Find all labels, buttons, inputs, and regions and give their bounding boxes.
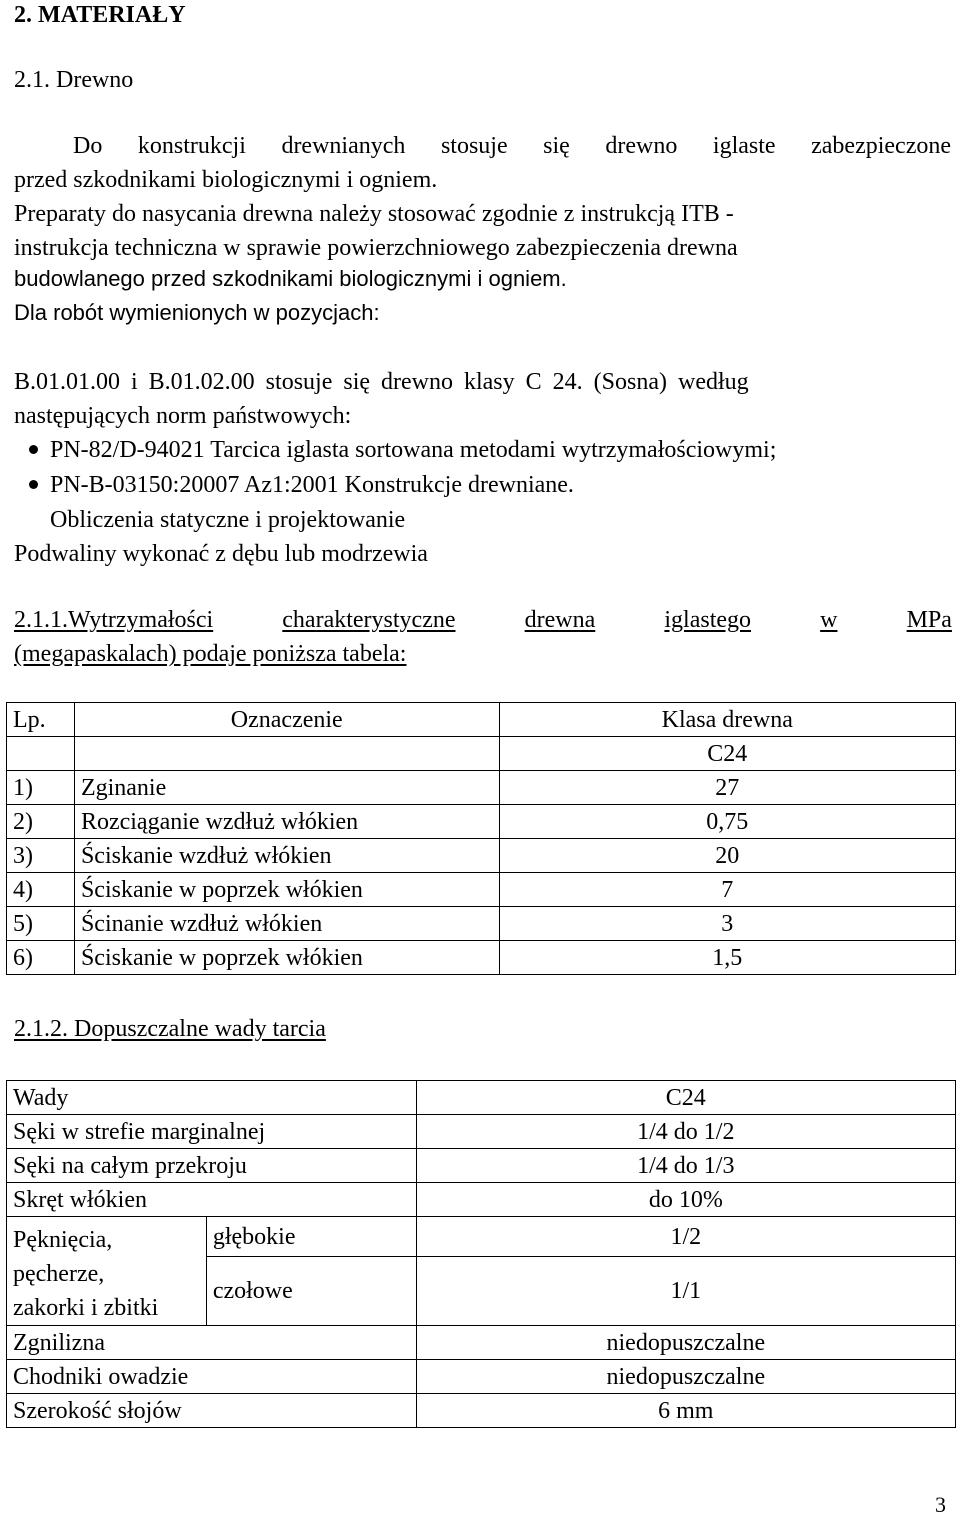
- row-name: Zgnilizna: [7, 1326, 417, 1360]
- row-lp: 4): [7, 873, 75, 907]
- row-name: Sęki na całym przekroju: [7, 1149, 417, 1183]
- header-lp: Lp.: [7, 703, 75, 737]
- intro-line-6: Dla robót wymienionych w pozycjach:: [14, 300, 380, 325]
- header-name: Oznaczenie: [74, 703, 499, 737]
- intro-line-4: instrukcja techniczna w sprawie powierzchniowego zabezpieczenia drewna: [14, 235, 738, 261]
- bullet-icon: [29, 445, 38, 454]
- intro-word: stosuje: [440, 133, 508, 159]
- row-name: Ściskanie w poprzek włókien: [74, 941, 499, 975]
- header-class: Klasa drewna: [499, 703, 955, 737]
- intro-word: iglaste: [712, 133, 776, 159]
- header-class-value: C24: [499, 737, 955, 771]
- intro-line-1: [73, 134, 951, 158]
- intro-word: drewno: [605, 133, 678, 159]
- section-heading-2-1-2: 2.1.2. Dopuszczalne wady tarcia: [14, 1016, 326, 1042]
- empty-cell: [74, 737, 499, 771]
- page-number: 3: [935, 1492, 946, 1517]
- heading-word: MPa: [906, 607, 952, 633]
- sub-value: 1/2: [416, 1217, 955, 1257]
- table-row: [7, 839, 956, 873]
- defects-table: [6, 1080, 956, 1428]
- row-value: 6 mm: [416, 1394, 955, 1428]
- row-value: niedopuszczalne: [416, 1326, 955, 1360]
- row-name: Sęki w strefie marginalnej: [7, 1115, 417, 1149]
- norm-item-2: PN-B-03150:20007 Az1:2001 Konstrukcje drewniane.: [50, 472, 574, 498]
- table-row: [7, 1360, 956, 1394]
- row-name: Chodniki owadzie: [7, 1360, 417, 1394]
- intro-line-5: budowlanego przed szkodnikami biologicznymi i ogniem.: [14, 266, 567, 291]
- heading-word: charakterystyczne: [282, 607, 456, 633]
- row-value: 1/4 do 1/2: [416, 1115, 955, 1149]
- row-value: 20: [499, 839, 955, 873]
- heading-word: 2.1.1.Wytrzymałości: [14, 607, 214, 633]
- row-name: Szerokość słojów: [7, 1394, 417, 1428]
- section-heading-2-1-1: [14, 608, 952, 632]
- table-row: [7, 771, 956, 805]
- table-row: [7, 1115, 956, 1149]
- intro-line-3: Preparaty do nasycania drewna należy stosować zgodnie z instrukcją ITB -: [14, 201, 734, 227]
- row-value: 3: [499, 907, 955, 941]
- row-value: do 10%: [416, 1183, 955, 1217]
- table-header-row: [7, 1081, 956, 1115]
- row-value: 1/4 do 1/3: [416, 1149, 955, 1183]
- heading-word: drewna: [524, 607, 596, 633]
- table-row: [7, 805, 956, 839]
- table-header-row: [7, 737, 956, 771]
- table-header-row: [7, 703, 956, 737]
- sub-name: czołowe: [206, 1257, 416, 1326]
- table-row: [7, 941, 956, 975]
- row-lp: 3): [7, 839, 75, 873]
- heading-word: w: [820, 607, 838, 633]
- intro-word: się: [543, 133, 570, 159]
- row-value: 27: [499, 771, 955, 805]
- sub-value: 1/1: [416, 1257, 955, 1326]
- table-row: [7, 907, 956, 941]
- table-row: [7, 1326, 956, 1360]
- positions-line-2: następujących norm państwowych:: [14, 403, 352, 429]
- row-name: Ściskanie w poprzek włókien: [74, 873, 499, 907]
- cracks-name-line: Pęknięcia,: [13, 1227, 113, 1253]
- cracks-name-cell: [7, 1217, 207, 1326]
- row-value: niedopuszczalne: [416, 1360, 955, 1394]
- row-value: 0,75: [499, 805, 955, 839]
- row-name: Skręt włókien: [7, 1183, 417, 1217]
- cracks-name-line: zakorki i zbitki: [13, 1295, 159, 1321]
- table-row: [7, 1394, 956, 1428]
- section-heading-2-1: 2.1. Drewno: [14, 67, 134, 93]
- cracks-name-line: pęcherze,: [13, 1261, 105, 1287]
- row-value: 7: [499, 873, 955, 907]
- row-lp: 1): [7, 771, 75, 805]
- bullet-icon: [29, 480, 38, 489]
- intro-word: Do: [73, 133, 103, 159]
- intro-word: drewnianych: [281, 133, 406, 159]
- header-defect: Wady: [7, 1081, 417, 1115]
- positions-line-3: Obliczenia statyczne i projektowanie: [50, 507, 406, 533]
- row-value: 1,5: [499, 941, 955, 975]
- row-lp: 5): [7, 907, 75, 941]
- row-name: Ściskanie wzdłuż włókien: [74, 839, 499, 873]
- intro-word: konstrukcji: [137, 133, 246, 159]
- intro-word: zabezpieczone: [811, 133, 951, 159]
- row-name: Ścinanie wzdłuż włókien: [74, 907, 499, 941]
- table-row: [7, 1183, 956, 1217]
- section-heading-2-1-1-cont: (megapaskalach) podaje poniższa tabela:: [14, 641, 407, 667]
- chapter-heading: 2. MATERIAŁY: [14, 2, 186, 28]
- positions-line-1: B.01.01.00 i B.01.02.00 stosuje się drewno klasy C 24. (Sosna) według: [14, 369, 749, 395]
- row-lp: 2): [7, 805, 75, 839]
- row-name: Rozciąganie wzdłuż włókien: [74, 805, 499, 839]
- sub-name: głębokie: [206, 1217, 416, 1257]
- empty-cell: [7, 737, 75, 771]
- table-row: [7, 1149, 956, 1183]
- positions-line-4: Podwaliny wykonać z dębu lub modrzewia: [14, 541, 428, 567]
- table-row: [7, 873, 956, 907]
- row-lp: 6): [7, 941, 75, 975]
- strength-table: [6, 702, 956, 975]
- row-name: Zginanie: [74, 771, 499, 805]
- norm-item-1: PN-82/D-94021 Tarcica iglasta sortowana metodami wytrzymałościowymi;: [50, 437, 777, 463]
- intro-line-2: przed szkodnikami biologicznymi i ogniem.: [14, 167, 438, 193]
- heading-word: iglastego: [664, 607, 752, 633]
- header-class-value: C24: [416, 1081, 955, 1115]
- table-row: [7, 1217, 956, 1257]
